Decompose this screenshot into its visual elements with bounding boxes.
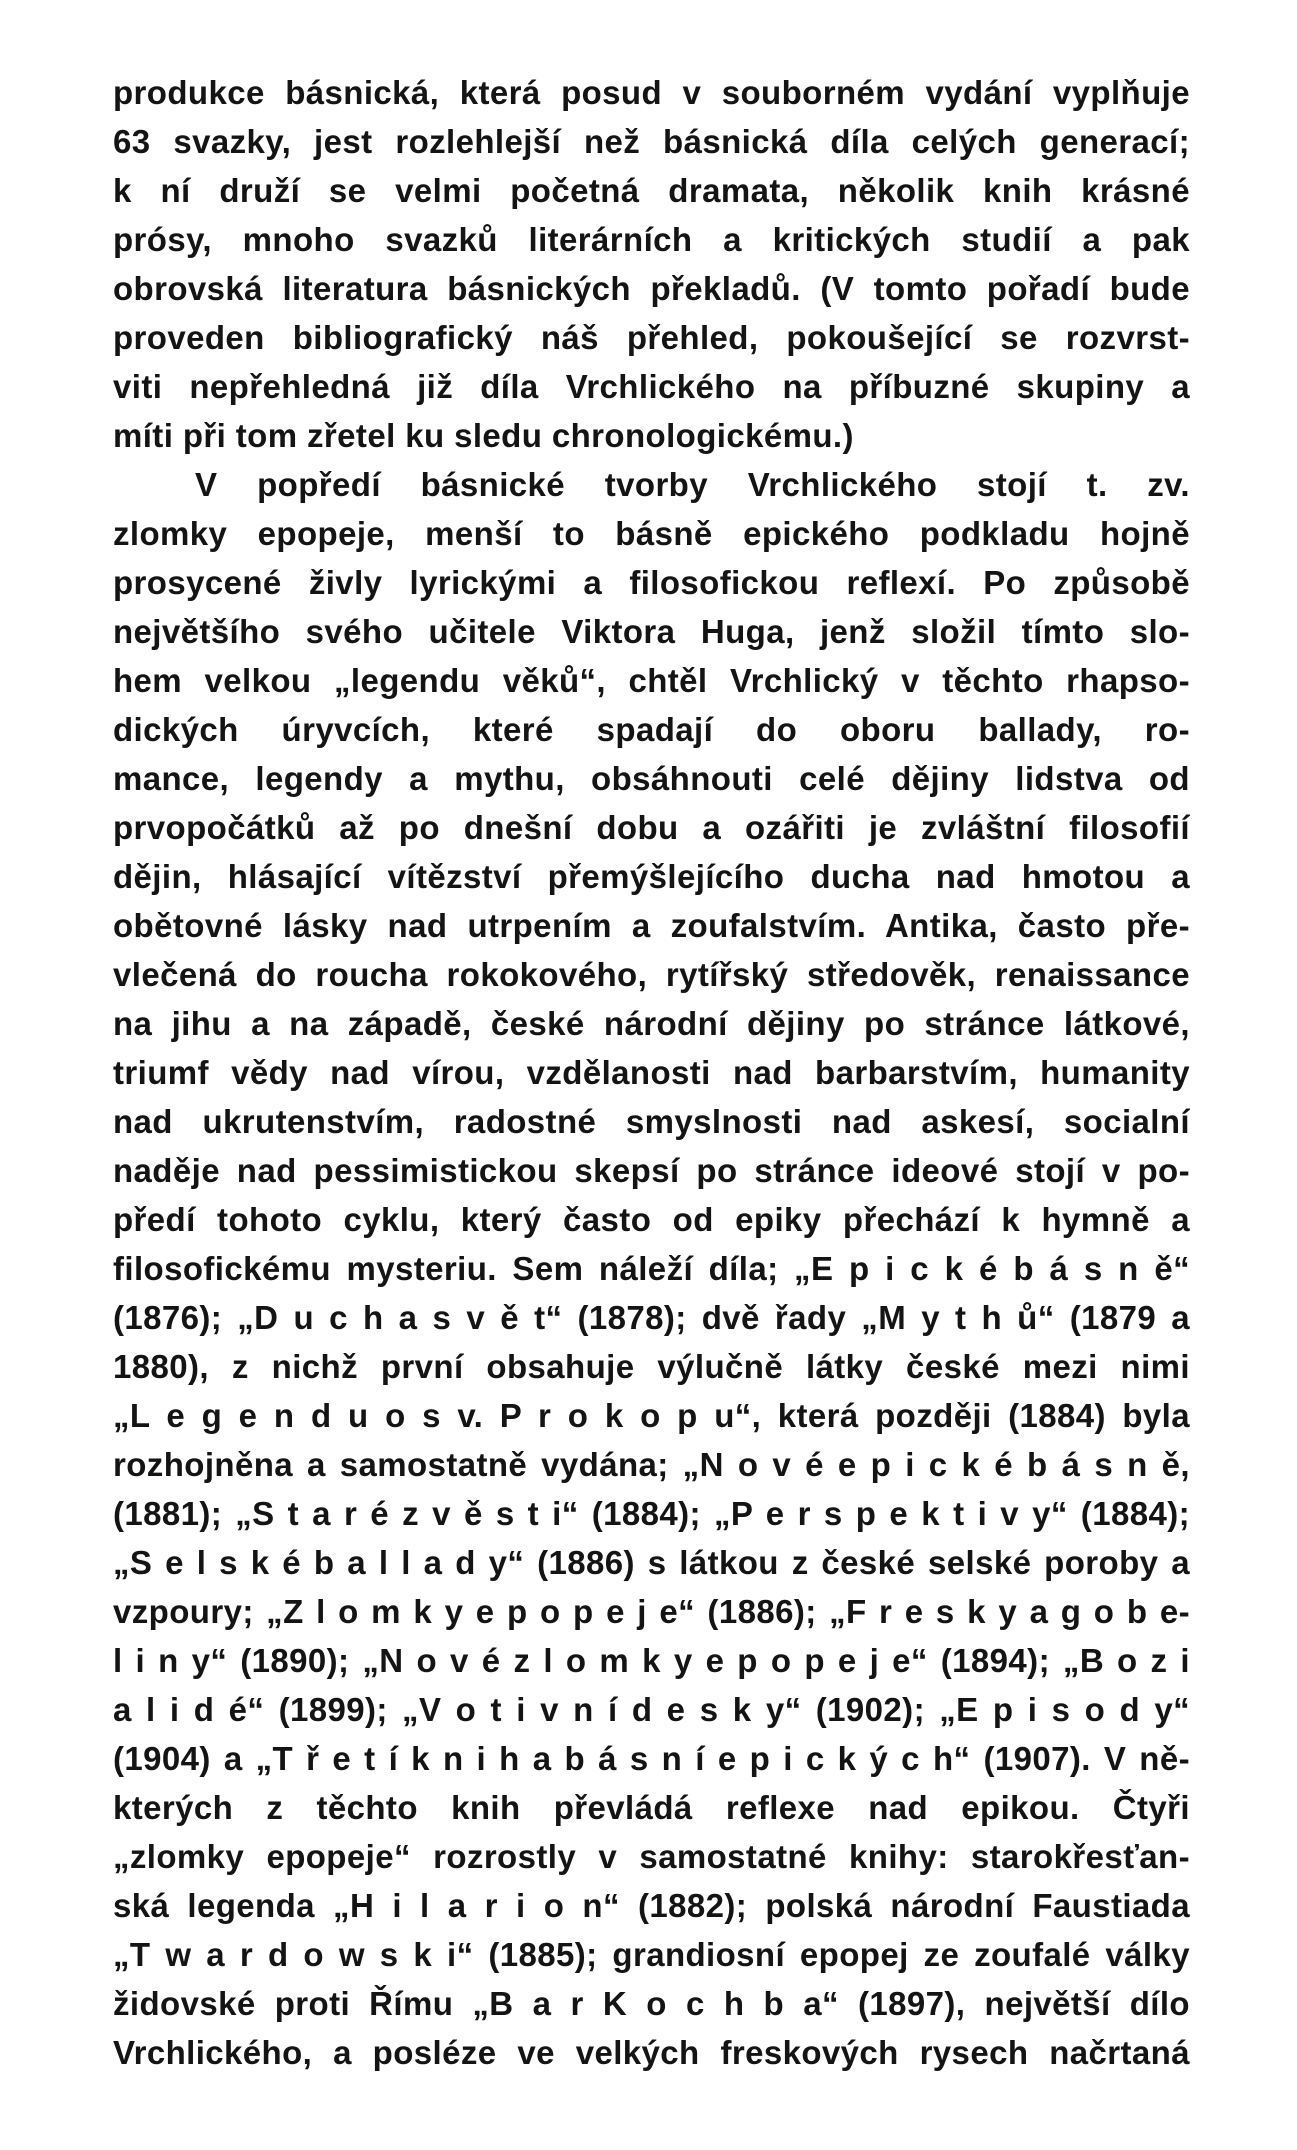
text-line: „T w a r d o w s k i“ (1885); grandiosní epopej ze zoufalé války [113,1936,1190,1973]
text-line: ská legenda „H i l a r i o n“ (1882); polská národní Faustiada [113,1887,1190,1924]
text-line: l i n y“ (1890); „N o v é z l o m k y e p o p e j e“ (1894); „B o z i [113,1642,1190,1679]
text-line: a l i d é“ (1899); „V o t i v n í d e s k y“ (1902); „E p i s o d y“ [113,1691,1190,1728]
text-line: prosycené živly lyrickými a filosofickou reflexí. Po způsobě [113,564,1190,601]
text-line: dějin, hlásající vítězství přemýšlejícího ducha nad hmotou a [113,858,1190,895]
text-line: nad ukrutenstvím, radostné smyslnosti nad askesí, socialní [113,1103,1190,1140]
text-line: vlečená do roucha rokokového, rytířský středověk, renaissance [113,956,1190,993]
text-line: (1876); „D u c h a s v ě t“ (1878); dvě řady „M y t h ů“ (1879 a [113,1299,1190,1336]
text-line: filosofickému mysteriu. Sem náleží díla; „E p i c k é b á s n ě“ [113,1250,1190,1287]
text-line: V popředí básnické tvorby Vrchlického stojí t. zv. [195,466,1190,503]
text-line: míti při tom zřetel ku sledu chronologickému.) [113,417,854,454]
text-line: rozhojněna a samostatně vydána; „N o v é e p i c k é b á s n ě, [113,1446,1190,1483]
text-line: Vrchlického, a posléze ve velkých freskových rysech načrtaná [113,2034,1190,2071]
text-line: naděje nad pessimistickou skepsí po stránce ideové stojí v po- [113,1152,1190,1189]
text-line: 63 svazky, jest rozlehlejší než básnická díla celých generací; [113,123,1190,160]
text-line: prvopočátků až po dnešní dobu a ozářiti je zvláštní filosofií [113,809,1190,846]
text-line: viti nepřehledná již díla Vrchlického na příbuzné skupiny a [113,368,1190,405]
text-line: prósy, mnoho svazků literárních a kritických studií a pak [113,221,1190,258]
text-line: produkce básnická, která posud v souborném vydání vyplňuje [113,74,1190,111]
text-line: předí tohoto cyklu, který často od epiky přechází k hymně a [113,1201,1190,1238]
text-line: (1904) a „T ř e t í k n i h a b á s n í e p i c k ý c h“ (1907). V ně- [113,1740,1190,1777]
text-line: židovské proti Římu „B a r K o c h b a“ (1897), největší dílo [113,1985,1190,2022]
text-line: (1881); „S t a r é z v ě s t i“ (1884); „P e r s p e k t i v y“ (1884); [113,1495,1190,1532]
text-line: největšího svého učitele Viktora Huga, jenž složil tímto slo- [113,613,1190,650]
text-line: kterých z těchto knih převládá reflexe nad epikou. Čtyři [113,1789,1190,1826]
text-line: zlomky epopeje, menší to básně epického podkladu hojně [113,515,1190,552]
text-line: proveden bibliografický náš přehled, pokoušející se rozvrst- [113,319,1190,356]
text-line: obětovné lásky nad utrpením a zoufalstvím. Antika, často pře- [113,907,1190,944]
text-line: hem velkou „legendu věků“, chtěl Vrchlický v těchto rhapso- [113,662,1190,699]
text-line: mance, legendy a mythu, obsáhnouti celé dějiny lidstva od [113,760,1190,797]
text-line: „L e g e n d u o s v. P r o k o p u“, která později (1884) byla [113,1397,1190,1434]
text-line: na jihu a na západě, české národní dějiny po stránce látkové, [113,1005,1190,1042]
text-line: obrovská literatura básnických překladů. (V tomto pořadí bude [113,270,1190,307]
body-text [113,68,1190,2077]
text-line: dických úryvcích, které spadají do oboru ballady, ro- [113,711,1190,748]
text-line: k ní druží se velmi početná dramata, několik knih krásné [113,172,1190,209]
text-line: triumf vědy nad vírou, vzdělanosti nad barbarstvím, humanity [113,1054,1190,1091]
text-line: 1880), z nichž první obsahuje výlučně látky české mezi nimi [113,1348,1190,1385]
text-line: vzpoury; „Z l o m k y e p o p e j e“ (1886); „F r e s k y a g o b e- [113,1593,1190,1630]
text-line: „S e l s k é b a l l a d y“ (1886) s látkou z české selské poroby a [113,1544,1190,1581]
text-line: „zlomky epopeje“ rozrostly v samostatné knihy: starokřesťan- [113,1838,1190,1875]
